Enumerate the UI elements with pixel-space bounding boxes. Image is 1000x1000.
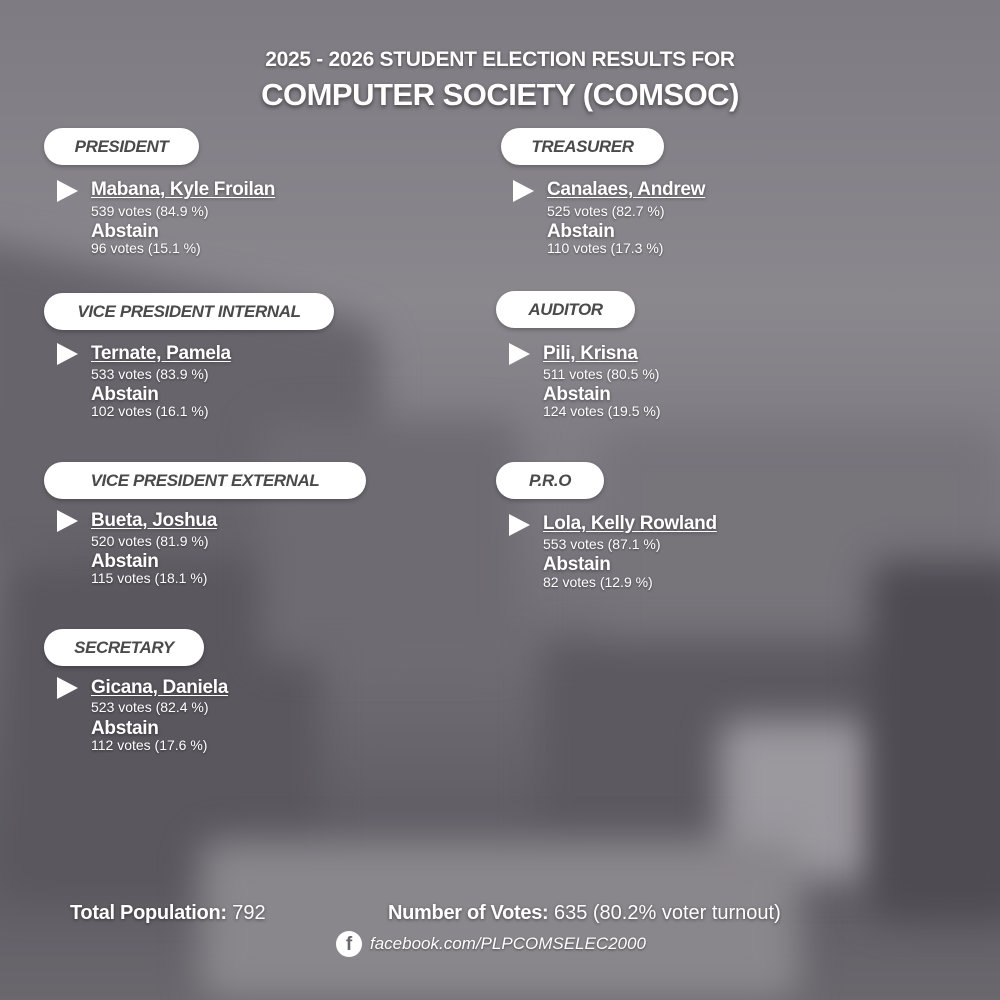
abstain-votes: 110 votes (17.3 %)	[547, 240, 664, 256]
abstain-label: Abstain	[91, 718, 159, 739]
candidate-name: Pili, Krisna	[543, 343, 638, 364]
play-arrow-icon	[57, 677, 78, 699]
abstain-label: Abstain	[91, 384, 159, 405]
number-of-votes-label: Number of Votes:	[388, 902, 549, 924]
total-population-label: Total Population:	[70, 902, 227, 924]
abstain-label: Abstain	[547, 221, 615, 242]
abstain-label: Abstain	[543, 554, 611, 575]
position-label-pro: P.R.O	[496, 462, 604, 499]
abstain-label: Abstain	[91, 551, 159, 572]
candidate-votes: 520 votes (81.9 %)	[91, 533, 209, 549]
play-arrow-icon	[57, 510, 78, 532]
abstain-votes: 124 votes (19.5 %)	[543, 403, 661, 419]
facebook-link[interactable]: facebook.com/PLPCOMSELEC2000	[370, 934, 646, 953]
candidate-votes: 525 votes (82.7 %)	[547, 203, 665, 219]
abstain-votes: 112 votes (17.6 %)	[91, 737, 208, 753]
header-title: COMPUTER SOCIETY (COMSOC)	[261, 77, 739, 112]
abstain-votes: 102 votes (16.1 %)	[91, 403, 209, 419]
play-arrow-icon	[57, 343, 78, 365]
candidate-name: Lola, Kelly Rowland	[543, 513, 717, 534]
bg-shape	[870, 560, 1000, 920]
number-of-votes	[388, 902, 781, 925]
position-label-auditor: AUDITOR	[496, 291, 635, 328]
candidate-name: Mabana, Kyle Froilan	[91, 179, 276, 200]
candidate-name: Ternate, Pamela	[91, 343, 231, 364]
abstain-votes: 96 votes (15.1 %)	[91, 240, 201, 256]
bg-shape	[260, 420, 520, 660]
position-label-vp-internal: VICE PRESIDENT INTERNAL	[44, 293, 334, 330]
candidate-votes: 539 votes (84.9 %)	[91, 203, 209, 219]
candidate-votes: 533 votes (83.9 %)	[91, 366, 209, 382]
position-label-treasurer: TREASURER	[501, 128, 664, 165]
play-arrow-icon	[509, 343, 530, 365]
position-label-vp-external: VICE PRESIDENT EXTERNAL	[44, 462, 366, 499]
play-arrow-icon	[57, 180, 78, 202]
position-label-president: PRESIDENT	[44, 128, 199, 165]
abstain-label: Abstain	[91, 221, 159, 242]
play-arrow-icon	[509, 514, 530, 536]
total-population-value: 792	[232, 902, 266, 924]
number-of-votes-value: 635 (80.2% voter turnout)	[553, 902, 781, 924]
abstain-votes: 115 votes (18.1 %)	[91, 570, 208, 586]
abstain-label: Abstain	[543, 384, 611, 405]
candidate-name: Gicana, Daniela	[91, 677, 229, 698]
candidate-votes: 523 votes (82.4 %)	[91, 699, 209, 715]
candidate-name: Bueta, Joshua	[91, 510, 217, 531]
abstain-votes: 82 votes (12.9 %)	[543, 574, 653, 590]
play-arrow-icon	[513, 180, 534, 202]
candidate-name: Canalaes, Andrew	[547, 179, 706, 200]
candidate-votes: 553 votes (87.1 %)	[543, 536, 661, 552]
candidate-votes: 511 votes (80.5 %)	[543, 366, 660, 382]
position-label-secretary: SECRETARY	[44, 629, 204, 666]
total-population	[70, 902, 266, 925]
header-subtitle: 2025 - 2026 STUDENT ELECTION RESULTS FOR	[265, 48, 735, 71]
facebook-icon: f	[336, 931, 362, 957]
